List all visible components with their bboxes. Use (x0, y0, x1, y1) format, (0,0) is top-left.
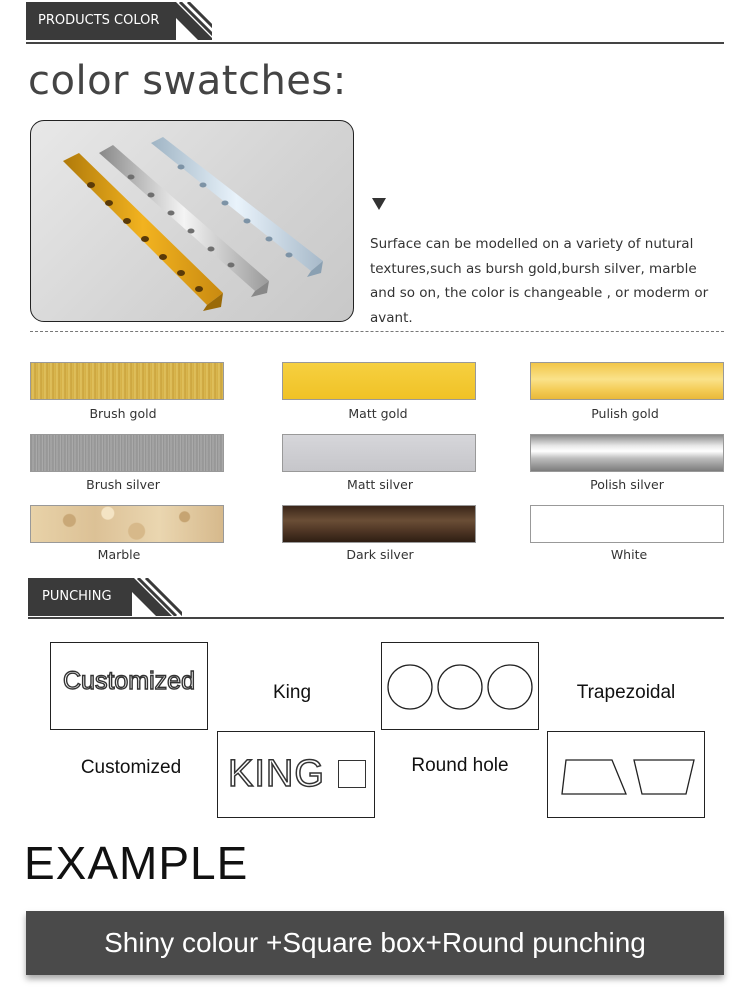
swatch-label: Matt silver (347, 477, 413, 492)
swatch-label: Marble (97, 547, 141, 562)
punch-box-king (217, 731, 375, 818)
king-outline-text: KING (228, 753, 325, 795)
punch-box-round-holes (381, 642, 539, 730)
triangle-down-icon (372, 198, 386, 210)
tab-stripes-decoration (160, 2, 212, 40)
swatch-label: Brush silver (86, 477, 160, 492)
punch-box-customized (50, 642, 208, 730)
tab-stripes-decoration (118, 578, 182, 616)
label-customized: Customized (80, 757, 182, 778)
swatch-label: Brush gold (89, 406, 157, 421)
swatch-label: Pulish gold (591, 406, 659, 421)
page-title: color swatches: (28, 58, 347, 104)
swatch-dark-silver (282, 505, 476, 543)
swatch-label: Matt gold (348, 406, 408, 421)
product-photo (30, 120, 354, 322)
description-text: Surface can be modelled on a variety of nutural textures,such as bursh gold,bursh silver, marble and so on, the color is changeable , or moderm or avant. (370, 236, 709, 326)
section-title: PRODUCTS COLOR (38, 13, 160, 28)
label-round-hole: Round hole (411, 755, 509, 776)
swatch-brush-silver (30, 434, 224, 472)
label-trapezoidal: Trapezoidal (576, 682, 676, 703)
swatch-marble (30, 505, 224, 543)
swatch-label: White (610, 547, 648, 562)
square-box-outline (338, 760, 366, 788)
punch-box-trapezoid (547, 731, 705, 818)
swatch-pulish-gold (530, 362, 724, 400)
section-title: PUNCHING (42, 589, 112, 604)
swatch-label: Dark silver (346, 547, 414, 562)
swatch-polish-silver (530, 434, 724, 472)
swatch-brush-gold (30, 362, 224, 400)
swatch-label: Polish silver (590, 477, 664, 492)
section-rule (28, 617, 724, 619)
example-banner: Shiny colour +Square box+Round punching (26, 911, 724, 975)
section-tab-products-color (26, 2, 176, 40)
swatch-matt-gold (282, 362, 476, 400)
example-heading: EXAMPLE (24, 837, 249, 889)
swatch-white (530, 505, 724, 543)
customized-outline-text: Customized (63, 667, 195, 695)
dashed-divider (30, 331, 724, 332)
section-rule (26, 42, 724, 44)
swatch-matt-silver (282, 434, 476, 472)
label-king: King (272, 682, 312, 703)
section-tab-punching (28, 578, 132, 616)
